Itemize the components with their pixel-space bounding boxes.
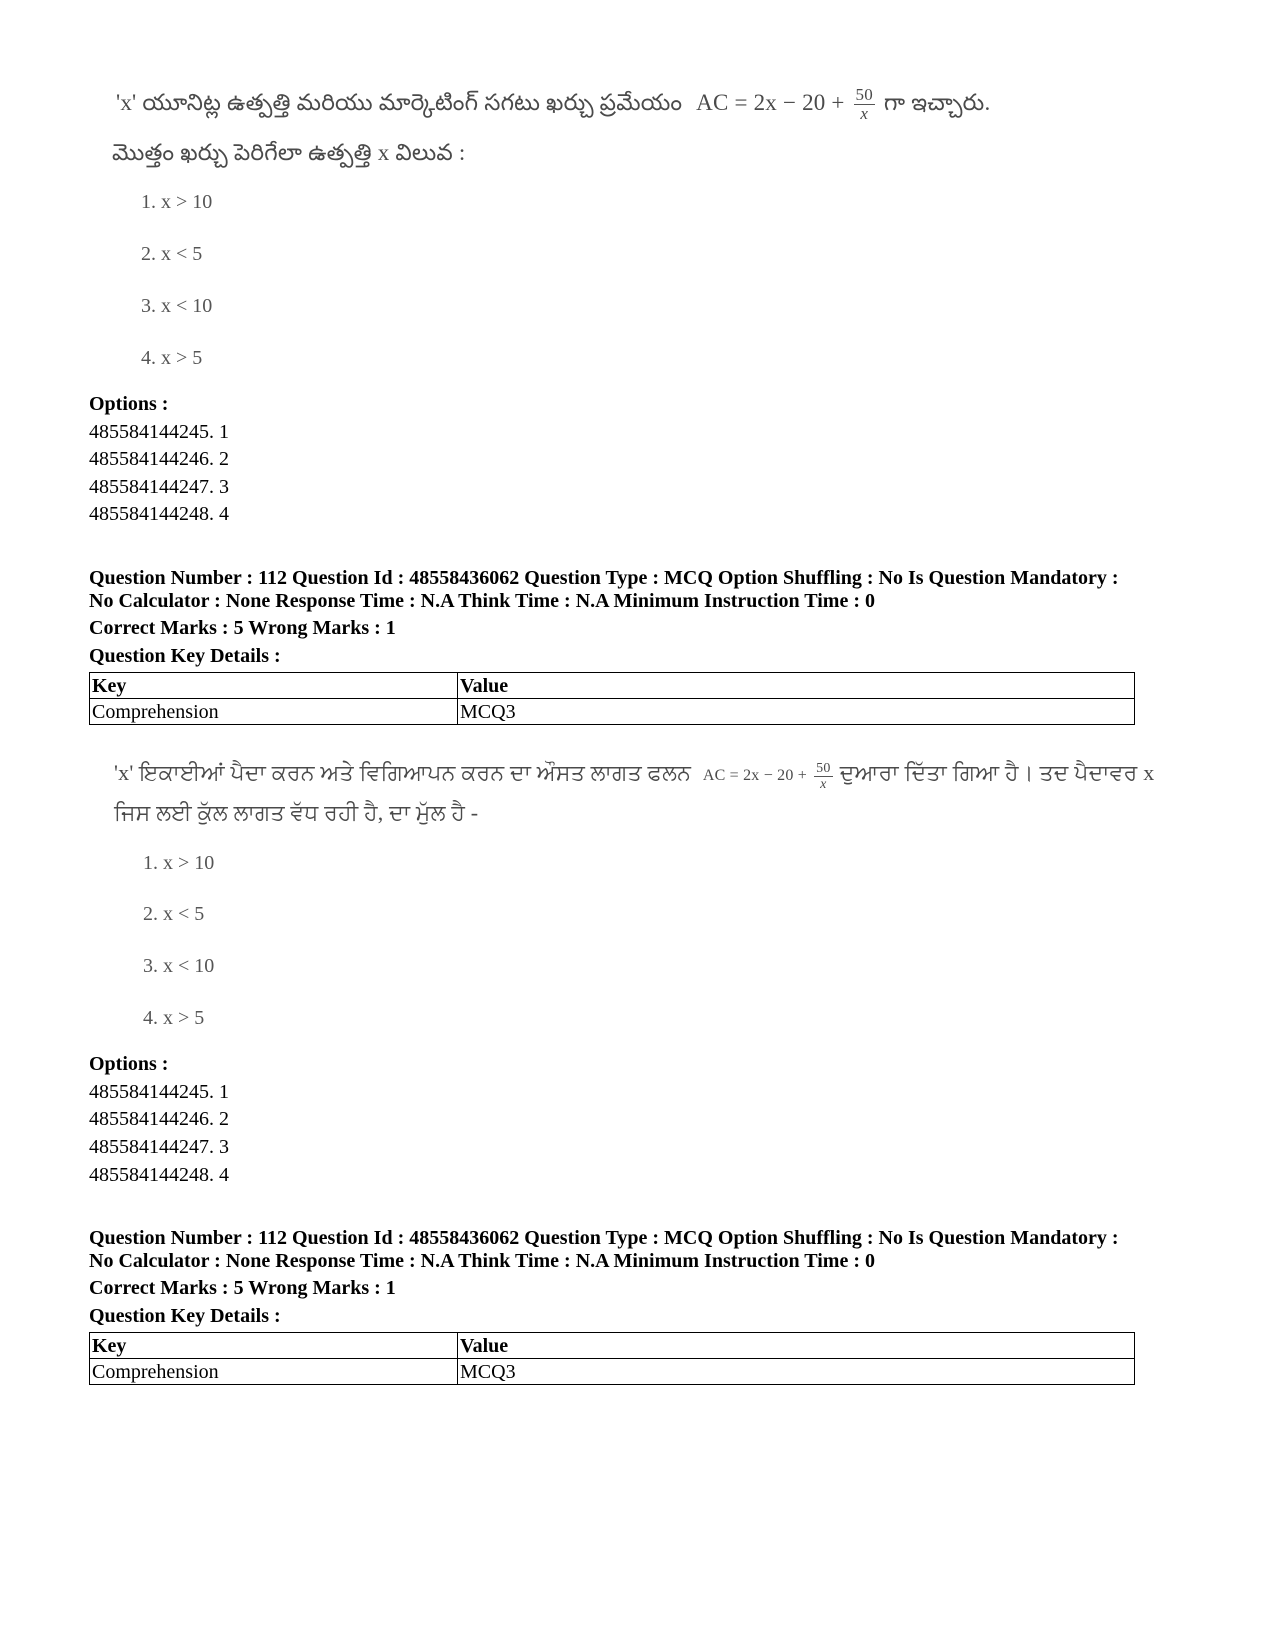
key-details-label: Question Key Details : <box>89 1305 281 1327</box>
choice-2: 2. x < 5 <box>143 903 205 925</box>
table-header-key: Key <box>90 673 458 699</box>
formula <box>702 760 840 792</box>
formula-prefix: AC = 2x − 20 + <box>696 89 845 115</box>
option-item: 485584144248. 4 <box>89 503 229 525</box>
table-cell-key: Comprehension <box>90 1359 458 1385</box>
fraction-denominator: x <box>820 776 827 792</box>
question-meta <box>89 1227 1189 1273</box>
option-item: 485584144245. 1 <box>89 421 229 443</box>
choice-1: 1. x > 10 <box>141 191 213 213</box>
fraction-numerator: 50 <box>816 760 831 776</box>
choice-1: 1. x > 10 <box>143 852 215 874</box>
question-meta-line-1: Question Number : 112 Question Id : 48558436062 Question Type : MCQ Option Shuffling : No Is Question Mandatory : <box>89 1227 1119 1249</box>
table-header-row <box>90 1333 1135 1359</box>
table-cell-value: MCQ3 <box>458 699 1135 725</box>
option-item: 485584144246. 2 <box>89 1108 229 1130</box>
choice-2: 2. x < 5 <box>141 243 203 265</box>
formula-fraction <box>854 86 875 123</box>
table-header-value: Value <box>458 673 1135 699</box>
fraction-numerator: 50 <box>855 85 873 104</box>
options-label: Options : <box>89 1053 169 1075</box>
question-punjabi-text: 'x' ਇਕਾਈਆਂ ਪੈਦਾ ਕਰਨ ਅਤੇ ਵਿਗਿਆਪਨ ਕਰਨ ਦਾ ਔਸਤ ਲਾਗਤ ਫਲਨ <box>114 760 692 785</box>
choice-4: 4. x > 5 <box>143 1007 205 1029</box>
option-item: 485584144246. 2 <box>89 448 229 470</box>
question-meta-line-2: No Calculator : None Response Time : N.A Think Time : N.A Minimum Instruction Time : 0 <box>89 1250 875 1272</box>
table-header-key: Key <box>90 1333 458 1359</box>
table-header-row <box>90 673 1135 699</box>
table-header-value: Value <box>458 1333 1135 1359</box>
key-details-label: Question Key Details : <box>89 645 281 667</box>
table-row <box>90 699 1135 725</box>
marks-line: Correct Marks : 5 Wrong Marks : 1 <box>89 1277 396 1299</box>
fraction-denominator: x <box>860 104 869 123</box>
question-punjabi-text-end: ਦੁਆਰਾ ਦਿੱਤਾ ਗਿਆ ਹੈ। ਤਦ ਪੈਦਾਵਰ x <box>839 760 1155 785</box>
question-meta-line-2: No Calculator : None Response Time : N.A Think Time : N.A Minimum Instruction Time : 0 <box>89 590 875 612</box>
question-meta <box>89 567 1189 613</box>
marks-line: Correct Marks : 5 Wrong Marks : 1 <box>89 617 396 639</box>
options-label: Options : <box>89 393 169 415</box>
table-row <box>90 1359 1135 1385</box>
question-telugu-line-1 <box>116 86 990 123</box>
question-punjabi-line-2: ਜਿਸ ਲਈ ਕੁੱਲ ਲਾਗਤ ਵੱਧ ਰਹੀ ਹੈ, ਦਾ ਮੁੱਲ ਹੈ - <box>114 800 479 825</box>
question-telugu-text: 'x' యూనిట్ల ఉత్పత్తి మరియు మార్కెటింగ్ సగటు ఖర్చు ప్రమేయం <box>116 89 683 115</box>
choice-4: 4. x > 5 <box>141 347 203 369</box>
question-punjabi-line-1 <box>114 760 1154 792</box>
option-item: 485584144245. 1 <box>89 1081 229 1103</box>
key-details-table <box>89 672 1135 725</box>
option-item: 485584144247. 3 <box>89 476 229 498</box>
formula-prefix: AC = 2x − 20 + <box>702 767 807 784</box>
formula-fraction <box>814 761 832 792</box>
question-telugu-line-2: మొత్తం ఖర్చు పెరిగేలా ఉత్పత్తి x విలువ : <box>112 140 466 165</box>
option-item: 485584144248. 4 <box>89 1164 229 1186</box>
table-cell-value: MCQ3 <box>458 1359 1135 1385</box>
key-details-table <box>89 1332 1135 1385</box>
question-meta-line-1: Question Number : 112 Question Id : 48558436062 Question Type : MCQ Option Shuffling : No Is Question Mandatory : <box>89 567 1119 589</box>
choice-3: 3. x < 10 <box>141 295 213 317</box>
formula <box>696 85 884 123</box>
question-telugu-text-end: గా ఇచ్చారు. <box>883 89 991 115</box>
choice-3: 3. x < 10 <box>143 955 215 977</box>
table-cell-key: Comprehension <box>90 699 458 725</box>
option-item: 485584144247. 3 <box>89 1136 229 1158</box>
